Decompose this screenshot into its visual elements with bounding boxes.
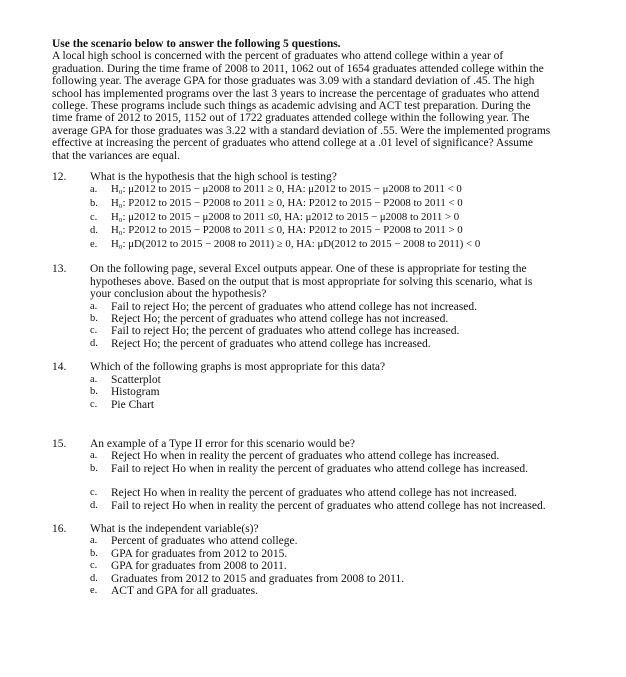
option-e[interactable]: [90, 238, 552, 252]
instructions-heading: Use the scenario below to answer the following 5 questions.: [52, 38, 341, 50]
option-letter: d.: [90, 499, 98, 511]
document-page: [52, 38, 552, 597]
option-letter: b.: [90, 313, 98, 325]
option-text: GPA for graduates from 2008 to 2011.: [111, 560, 287, 573]
option-list: [90, 450, 552, 512]
option-letter: d.: [90, 225, 98, 237]
option-letter: b.: [90, 462, 98, 474]
option-a[interactable]: [90, 301, 552, 313]
option-list: [90, 374, 552, 411]
option-a[interactable]: [90, 450, 552, 462]
option-list: [90, 301, 552, 351]
option-text: Fail to reject Ho when in reality the percent of graduates who attend college has increased.: [111, 462, 529, 475]
option-text: Scatterplot: [111, 373, 161, 386]
question-text: Which of the following graphs is most appropriate for this data?: [90, 361, 386, 374]
question-number: 14.: [52, 361, 67, 374]
option-e[interactable]: [90, 585, 552, 597]
option-text: Pie Chart: [111, 398, 155, 411]
question-text: What is the independent variable(s)?: [90, 522, 259, 535]
scenario-paragraph: A local high school is concerned with the percent of graduates who attend college within a year of graduation. During the time frame of 2008 to 2011, 1062 out of 1654 graduates attended college within the following year. The average GPA for those graduates was 3.09 with a standard deviation of .45. The high school has implemented programs over the last 3 years to increase the percentage of graduates who attend college. These programs include such things as academic advising and ACT test preparation. During the time frame of 2012 to 2015, 1152 out of 1722 graduates attended college within the following year. The average GPA for those graduates was 3.22 with a standard deviation of .55. Were the implemented programs effective at increasing the percent of graduates who attend college at a .01 level of significance? Assume that the variances are equal.: [52, 50, 551, 162]
option-b[interactable]: [90, 197, 552, 211]
option-d[interactable]: [90, 573, 552, 585]
option-c[interactable]: [90, 560, 552, 572]
question-number: 12.: [52, 171, 67, 184]
option-letter: d.: [90, 337, 98, 349]
option-text: Reject Ho; the percent of graduates who attend college has not increased.: [111, 313, 449, 326]
option-letter: b.: [90, 547, 98, 559]
option-c[interactable]: [90, 325, 552, 337]
option-letter: e.: [90, 238, 98, 250]
option-a[interactable]: [90, 535, 552, 547]
option-text: Fail to reject Ho when in reality the percent of graduates who attend college has not increased.: [111, 499, 546, 512]
question-text: What is the hypothesis that the high school is testing?: [90, 171, 337, 184]
option-b[interactable]: [90, 386, 552, 398]
option-d[interactable]: [90, 500, 552, 512]
option-text: H₀: μ2012 to 2015 − μ2008 to 2011 ≥ 0, HA: μ2012 to 2015 − μ2008 to 2011 < 0: [111, 183, 462, 196]
option-text: Fail to reject Ho; the percent of graduates who attend college has increased.: [111, 325, 460, 338]
option-text: H₀: μ2012 to 2015 − μ2008 to 2011 ≤0, HA: μ2012 to 2015 − μ2008 to 2011 > 0: [111, 210, 460, 223]
option-text: Reject Ho when in reality the percent of graduates who attend college has increased.: [111, 450, 500, 463]
option-text: Reject Ho; the percent of graduates who attend college has increased.: [111, 337, 431, 350]
question-13: [52, 263, 552, 350]
question-12: [52, 171, 552, 251]
question-number: 16.: [52, 522, 67, 535]
option-letter: a.: [90, 184, 98, 196]
option-c[interactable]: [90, 399, 552, 411]
option-text: ACT and GPA for all graduates.: [111, 584, 258, 597]
option-d[interactable]: [90, 338, 552, 350]
option-letter: a.: [90, 535, 98, 547]
question-number: 13.: [52, 263, 67, 276]
option-letter: c.: [90, 211, 98, 223]
option-letter: b.: [90, 386, 98, 398]
option-text: Histogram: [111, 386, 160, 399]
option-letter: d.: [90, 572, 98, 584]
option-list: [90, 183, 552, 251]
option-letter: c.: [90, 398, 98, 410]
option-text: Reject Ho when in reality the percent of graduates who attend college has not increased.: [111, 487, 517, 500]
option-letter: a.: [90, 450, 98, 462]
option-b[interactable]: [90, 463, 552, 475]
option-letter: b.: [90, 198, 98, 210]
option-a[interactable]: [90, 183, 552, 197]
option-c[interactable]: [90, 487, 552, 499]
option-letter: a.: [90, 373, 98, 385]
option-list: [90, 535, 552, 597]
question-text: An example of a Type II error for this scenario would be?: [90, 437, 355, 450]
option-text: H₀: μD(2012 to 2015 − 2008 to 2011) ≥ 0, HA: μD(2012 to 2015 − 2008 to 2011) < 0: [111, 237, 481, 250]
question-number: 15.: [52, 437, 67, 450]
option-text: GPA for graduates from 2012 to 2015.: [111, 547, 288, 560]
option-text: H₀: P2012 to 2015 − P2008 to 2011 ≥ 0, HA: P2012 to 2015 − P2008 to 2011 < 0: [111, 197, 463, 210]
option-letter: e.: [90, 584, 98, 596]
option-letter: c.: [90, 325, 98, 337]
option-a[interactable]: [90, 374, 552, 386]
spacer: [90, 475, 552, 487]
option-text: Graduates from 2012 to 2015 and graduates from 2008 to 2011.: [111, 572, 405, 585]
option-d[interactable]: [90, 224, 552, 238]
option-text: Percent of graduates who attend college.: [111, 535, 298, 548]
option-letter: a.: [90, 300, 98, 312]
option-b[interactable]: [90, 313, 552, 325]
option-text: Fail to reject Ho; the percent of graduates who attend college has not increased.: [111, 300, 477, 313]
option-b[interactable]: [90, 548, 552, 560]
option-letter: c.: [90, 487, 98, 499]
question-15: [52, 438, 552, 512]
question-text: On the following page, several Excel outputs appear. One of these is appropriate for testing the hypotheses above. Based on the output that is most appropriate for solving this scenario, what is your conclusion about the hypothesis?: [90, 263, 533, 301]
option-text: H₀: P2012 to 2015 − P2008 to 2011 ≤ 0, HA: P2012 to 2015 − P2008 to 2011 > 0: [111, 224, 463, 237]
question-14: [52, 361, 552, 411]
option-letter: c.: [90, 560, 98, 572]
question-16: [52, 523, 552, 597]
option-c[interactable]: [90, 211, 552, 225]
